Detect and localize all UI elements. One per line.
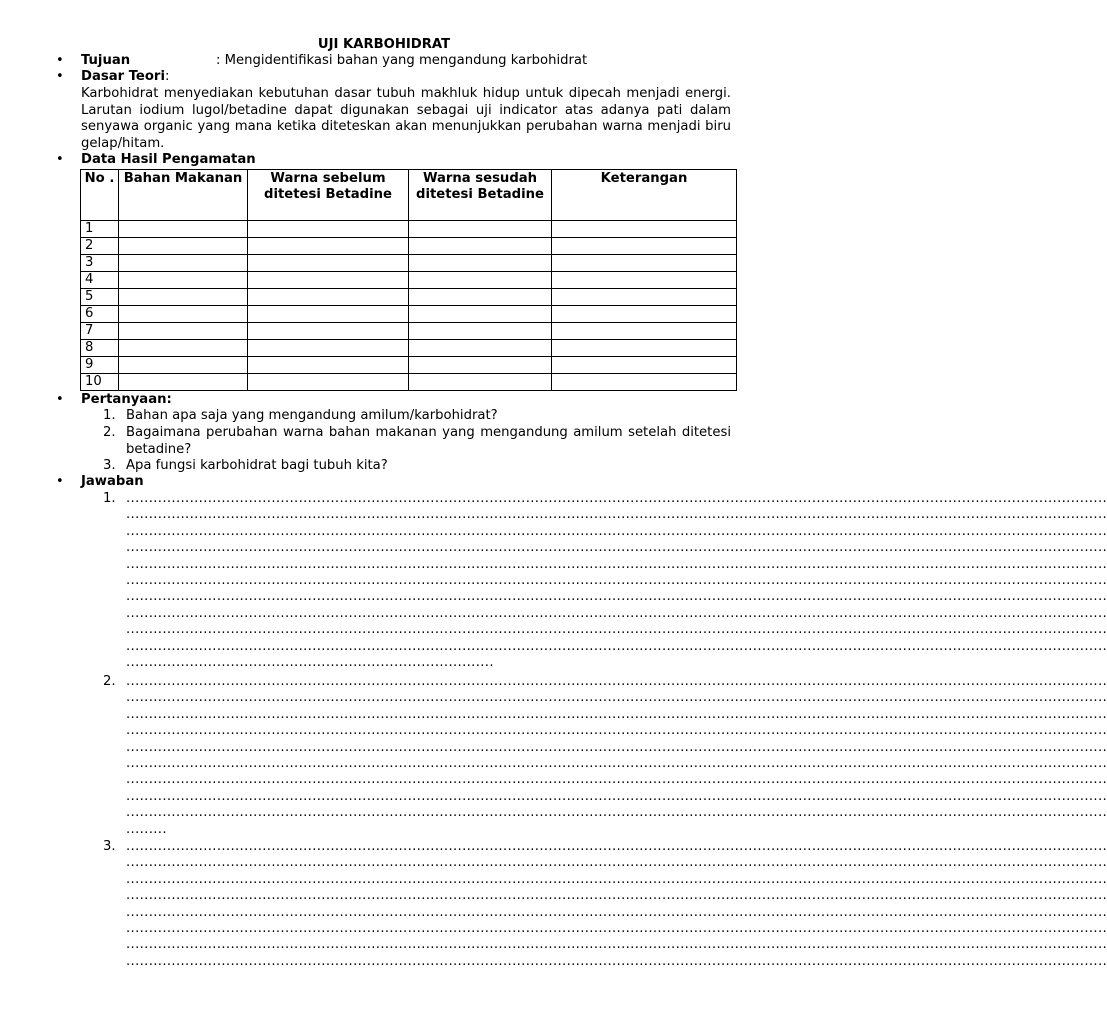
table-cell [409,357,552,374]
row-number: 2 [81,238,119,255]
row-number: 7 [81,323,119,340]
table-cell [119,374,248,391]
answer-line: ........................................................................................................................................................................................................................ [126,540,1107,556]
answer-line: ........................................................................................................................................................................................................................ [126,739,1107,755]
table-header-row [81,170,737,221]
page-title: UJI KARBOHIDRAT [317,37,451,52]
bullet [56,53,66,69]
answer-line: ........................................................................................................................................................................................................................ [126,589,1107,605]
answer-line: ........................................................................................................................................................................................................................ [126,690,1107,706]
table-cell [119,289,248,306]
table-cell [552,238,737,255]
pertanyaan-label: Pertanyaan: [81,392,172,407]
table-cell [119,238,248,255]
table-cell [248,255,409,272]
header-bahan-makanan: Bahan Makanan [119,170,248,221]
answer-3-lines [126,839,1107,970]
table-cell [409,340,552,357]
question-number: 3. [103,458,116,473]
header-keterangan: Keterangan [552,170,737,221]
table-cell [248,221,409,238]
table-cell [119,340,248,357]
table-cell [552,340,737,357]
answer-line-end: ................................................................................. [126,654,494,670]
table-body [81,221,737,391]
answer-number: 2. [103,674,116,689]
header-no: No . [81,170,119,221]
bullet [56,152,66,168]
table-cell [248,238,409,255]
row-number: 9 [81,357,119,374]
answer-line: ........................................................................................................................................................................................................................ [126,572,1107,588]
answer-line: ........................................................................................................................................................................................................................ [126,772,1107,788]
row-number: 5 [81,289,119,306]
table-cell [248,374,409,391]
answer-line: ........................................................................................................................................................................................................................ [126,674,1107,689]
answer-line: ........................................................................................................................................................................................................................ [126,904,1107,920]
answer-2-lines [126,674,1107,838]
table-cell [409,374,552,391]
bullet [56,69,66,85]
table-cell [248,272,409,289]
table-row [81,255,737,272]
answer-line: ........................................................................................................................................................................................................................ [126,888,1107,904]
table-cell [119,306,248,323]
row-number: 6 [81,306,119,323]
table-cell [552,272,737,289]
bullet [56,392,66,408]
table-cell [409,255,552,272]
answer-line: ........................................................................................................................................................................................................................ [126,839,1107,854]
table-cell [409,289,552,306]
table-cell [248,323,409,340]
question-3 [103,458,731,475]
answer-line: ........................................................................................................................................................................................................................ [126,556,1107,572]
answer-line: ........................................................................................................................................................................................................................ [126,491,1107,506]
answer-line: ........................................................................................................................................................................................................................ [126,953,1107,969]
table-cell [552,323,737,340]
tujuan-text: : Mengidentifikasi bahan yang mengandung karbohidrat [216,53,588,68]
table-row [81,221,737,238]
dasar-teori-heading [81,69,169,85]
answer-line: ........................................................................................................................................................................................................................ [126,805,1107,821]
table-cell [119,221,248,238]
answer-line: ........................................................................................................................................................................................................................ [126,788,1107,804]
table-cell [119,323,248,340]
answer-line: ........................................................................................................................................................................................................................ [126,523,1107,539]
table-row [81,306,737,323]
answer-line: ........................................................................................................................................................................................................................ [126,871,1107,887]
answer-line: ........................................................................................................................................................................................................................ [126,622,1107,638]
table-cell [552,255,737,272]
answer-line-end: ......... [126,821,167,837]
answer-line: ........................................................................................................................................................................................................................ [126,755,1107,771]
table-row [81,340,737,357]
question-text: Apa fungsi karbohidrat bagi tubuh kita? [126,458,388,473]
answer-line: ........................................................................................................................................................................................................................ [126,638,1107,654]
answer-1-lines [126,491,1107,671]
question-1 [103,408,731,425]
answer-number: 1. [103,491,116,506]
table-row [81,238,737,255]
answer-line: ........................................................................................................................................................................................................................ [126,723,1107,739]
table-cell [248,306,409,323]
dasar-teori-colon: : [164,69,170,84]
table-cell [552,306,737,323]
table-row [81,357,737,374]
question-text: Bahan apa saja yang mengandung amilum/karbohidrat? [126,408,498,423]
row-number: 1 [81,221,119,238]
dasar-teori-text: Karbohidrat menyediakan kebutuhan dasar tubuh makhluk hidup untuk dipecah menjadi energi. Larutan iodium lugol/betadine dapat digunakan sebagai uji indicator atas adanya pati dalam senyawa organic yang mana ketika diteteskan akan menunjukkan perubahan warna menjadi biru gelap/hitam. [81,86,731,151]
table-cell [119,357,248,374]
header-warna-sesudah: Warna sesudah ditetesi Betadine [409,170,552,221]
table-cell [119,272,248,289]
table-cell [552,357,737,374]
answer-line: ........................................................................................................................................................................................................................ [126,920,1107,936]
question-number: 1. [103,408,116,423]
tujuan-label: Tujuan [81,53,131,68]
table-cell [552,221,737,238]
dasar-teori-label: Dasar Teori [81,69,165,84]
table-row [81,374,737,391]
table-cell [552,289,737,306]
bullet [56,474,66,490]
row-number: 10 [81,374,119,391]
question-2 [103,425,731,458]
table-cell [248,289,409,306]
answer-line: ........................................................................................................................................................................................................................ [126,605,1107,621]
table-row [81,289,737,306]
table-cell [248,357,409,374]
row-number: 3 [81,255,119,272]
answer-line: ........................................................................................................................................................................................................................ [126,855,1107,871]
table-cell [119,255,248,272]
answer-line: ........................................................................................................................................................................................................................ [126,507,1107,523]
data-hasil-label: Data Hasil Pengamatan [81,152,256,167]
table-cell [409,306,552,323]
table-cell [409,221,552,238]
jawaban-label: Jawaban [81,474,144,489]
question-text: Bagaimana perubahan warna bahan makanan yang mengandung amilum setelah ditetesi betadine? [126,425,731,457]
table-cell [409,238,552,255]
row-number: 4 [81,272,119,289]
table-cell [552,374,737,391]
answer-number: 3. [103,839,116,854]
answer-line: ........................................................................................................................................................................................................................ [126,706,1107,722]
table-row [81,323,737,340]
table-cell [409,323,552,340]
table-row [81,272,737,289]
header-warna-sebelum: Warna sebelum ditetesi Betadine [248,170,409,221]
answer-line: ........................................................................................................................................................................................................................ [126,937,1107,953]
row-number: 8 [81,340,119,357]
table-cell [248,340,409,357]
observation-table [80,169,737,391]
question-number: 2. [103,425,116,440]
table-cell [409,272,552,289]
